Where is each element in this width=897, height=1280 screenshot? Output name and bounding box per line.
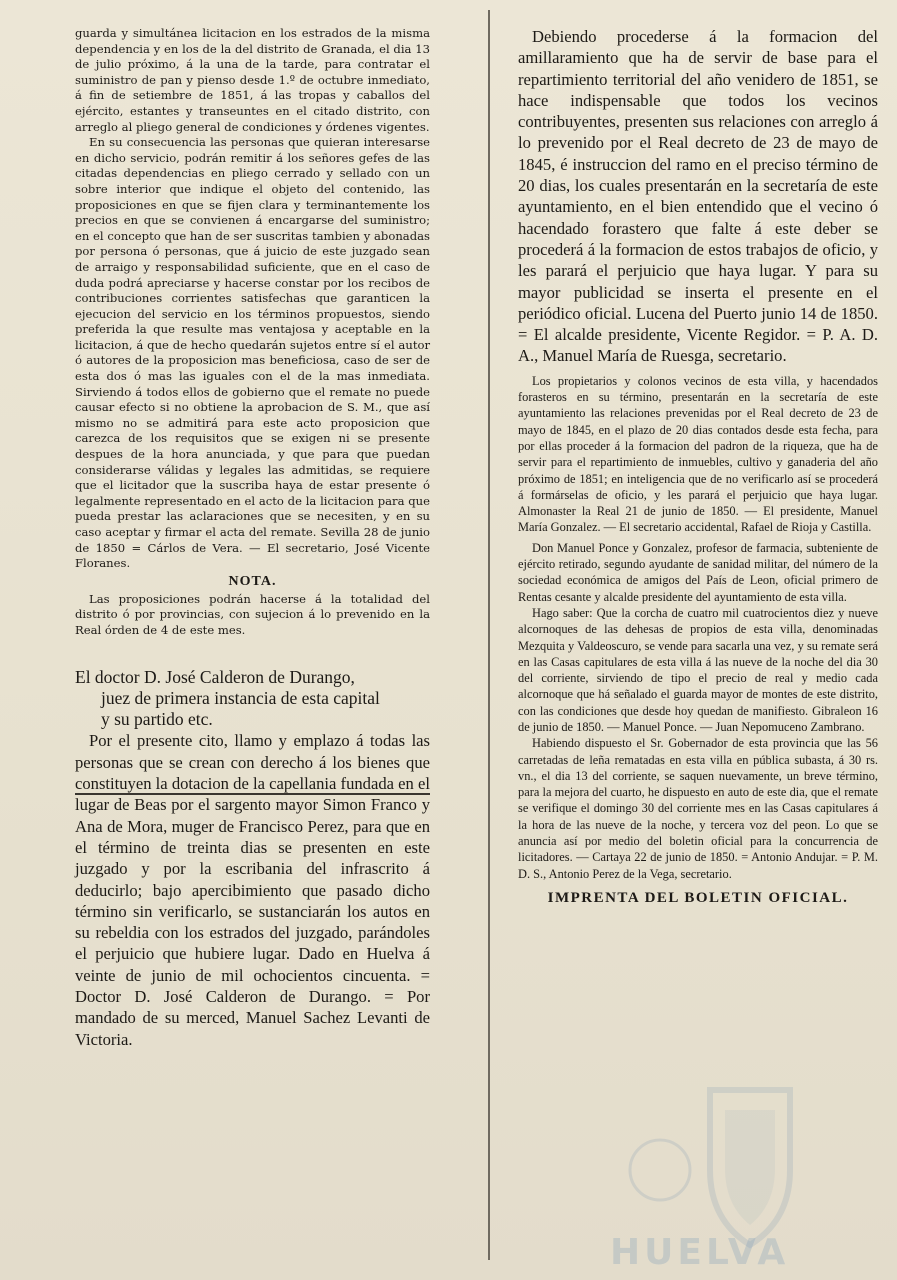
imprenta-footer: IMPRENTA DEL BOLETIN OFICIAL. — [547, 889, 849, 906]
left-para-3: Por el presente cito, llamo y emplazo á todas las personas que se crean con derecho á los bienes que constituyen la dotacion de la capellania fundada en el lugar de Beas por el sargento mayor Simon Franco y Ana de Mora, muger de Francisco Perez, para que en el término de treinta dias se presenten en este juzgado y por la escribania del infrascrito á deducirlo; bajo apercibimiento que pasado dicho término sin verificarlo, se sustanciarán los autos en su rebeldia con los estrados del juzgado, parándoles el perjuicio que hubiere lugar. Dado en Huelva á veinte de junio de mil ochocientos cincuenta. = Doctor D. José Calderon de Durango. = Por mandado de su merced, Manuel Sachez Levanti de Victoria. — [75, 731, 430, 1049]
watermark-text: HUELVA — [610, 1232, 790, 1273]
notice-title-line-3: y su partido etc. — [101, 709, 213, 730]
notice-title — [75, 667, 430, 731]
section-rule — [75, 793, 430, 795]
nota-body: Las proposiciones podrán hacerse á la totalidad del distrito ó por provincias, con sujecion á lo prevenido en la Real órden de 4 de este mes. — [75, 591, 430, 637]
left-column — [75, 26, 430, 1050]
right-para-1: Debiendo procederse á la formacion del amillaramiento que ha de servir de base para el repartimiento territorial del año venidero de 1851, se hace indispensable que todos los vecinos contribuyentes, presenten sus relaciones con arreglo á lo prevenido por el Real decreto de 23 de mayo de 1845, é instruccion del ramo en el preciso término de 20 dias, los cuales presentarán en la secretaría de este ayuntamiento, en el bien entendido que el vecino ó hacendado forastero que falte á este deber se procederá á la formacion de estos trabajos de oficio, y les parará el perjuicio que haya lugar. Y para su mayor publicidad se inserta el presente en el periódico oficial. Lucena del Puerto junio 14 de 1850. = El alcalde presidente, Vicente Regidor. = P. A. D. A., Manuel María de Ruesga, secretario. — [518, 27, 878, 366]
right-para-4: Hago saber: Que la corcha de cuatro mil cuatrocientos diez y nueve alcornoques de las dehesas de propios de esta villa, denominadas Mezquita y Valdeoscuro, se vende para sacarla una vez, y su remate será en las Casas capitulares de esta villa á las nueve de la noche del dia 30 del corriente, sirviendo de tipo el precio de real y medio cada alcornoque que há señalado el guarda mayor de montes de este distrito, con las condiciones que desde hoy quedan de manifiesto. Gibraleon 16 de junio de 1850. — Manuel Ponce. — Juan Nepomuceno Zambrano. — [518, 605, 878, 734]
right-column — [518, 26, 878, 907]
column-divider — [488, 10, 490, 1260]
notice-title-line-1: El doctor D. José Calderon de Durango, — [75, 666, 355, 687]
right-para-5: Habiendo dispuesto el Sr. Gobernador de esta provincia que las 56 carretadas de leña rematadas en esta villa en pública subasta, á 30 rs. vn., el dia 13 del corriente, se saquen nuevamente, un breve término, para la mejora del cuarto, he dispuesto en auto de este dia, que el remate se verifique el domingo 30 del corriente mes en las Casas capitulares á la hora de las nueve de la noche, y tercera voz del peon. Lo que se anuncia así por medio del boletin oficial para la concurrencia de licitadores. — Cartaya 22 de junio de 1850. = Antonio Andujar. = P. M. D. S., Antonio Perez de la Vega, secretario. — [518, 736, 878, 881]
nota-heading: NOTA. — [228, 573, 277, 589]
left-para-2: En su consecuencia las personas que quieran interesarse en dicho servicio, podrán remitir á los señores gefes de las citadas dependencias en pliego cerrado y sellado con un sobre interior que indique el objeto del contenido, las proposiciones en que se fijen clara y terminantemente los precios en que se convienen á encargarse del suministro; en el concepto que han de ser suscritas tambien y abonadas por persona ó personas, que á juicio de este juzgado sean de arraigo y responsabilidad suficiente, que en el caso de duda podrá apreciarse y hacerse constar por los recibos de contribuciones corrientes satisfechas que garanticen la ejecucion del servicio en los términos propuestos, siendo preferida la que resulte mas ventajosa y aceptable en la licitacion, á que de hecho quedarán sujetos entre sí el autor ó autores de la proposicion mas beneficiosa, caso de ser de esta dos ó mas las iguales con el de la mas inmediata. Sirviendo á todos ellos de gobierno que el remate no puede causar efecto si no obtiene la aprobacion de S. M., que así mismo no se admitirá para este acto proposicion que carezca de los requisitos que se exigen ni se presente despues de la hora anunciada, y que para que puedan considerarse válidas y legales las admitidas, se requiere que el licitador que la suscriba haya de estar presente ó legalmente representado en el acto de la licitacion para que pueda prestar las aclaraciones que se necesiten, y en su caso aceptar y firmar el acta del remate. Sevilla 28 de junio de 1850 = Cárlos de Vera. — El secretario, José Vicente Floranes. — [75, 135, 430, 571]
notice-title-line-2: juez de primera instancia de esta capital — [101, 687, 380, 708]
right-para-2: Los propietarios y colonos vecinos de esta villa, y hacendados forasteros en su término, presentarán en la secretaría de este ayuntamiento las relaciones prevenidas por el Real decreto de 23 de mayo de 1845, en el plazo de 20 dias contados desde esta fecha, para por ellas proceder á la formacion del padron de la riqueza, que ha de servir para el repartimiento de inmuebles, cultivo y ganaderia del año próximo de 1851; en inteligencia que de no verificarlo así se procederá á formárselas de oficio, y les parará el perjuicio que haya lugar. Almonaster la Real 21 de junio de 1850. — El presidente, Manuel María Gonzalez. — El secretario accidental, Rafael de Rioja y Castilla. — [518, 373, 878, 535]
right-para-3: Don Manuel Ponce y Gonzalez, profesor de farmacia, subteniente de ejército retirado, segundo ayudante de sanidad militar, del número de la sociedad económica de amigos del País de Leon, oficial primero de Rentas cesante y alcalde presidente del ayuntamiento de esta villa. — [518, 540, 878, 604]
left-para-1: guarda y simultánea licitacion en los estrados de la misma dependencia y en los de la del distrito de Granada, el dia 13 de julio próximo, á la una de la tarde, para contratar el suministro de pan y pienso desde 1.º de octubre inmediato, á fin de setiembre de 1851, á las tropas y caballos del ejército, estantes y transeuntes en el citado distrito, con arreglo al pliego general de condiciones y órdenes vigentes. — [75, 26, 430, 134]
